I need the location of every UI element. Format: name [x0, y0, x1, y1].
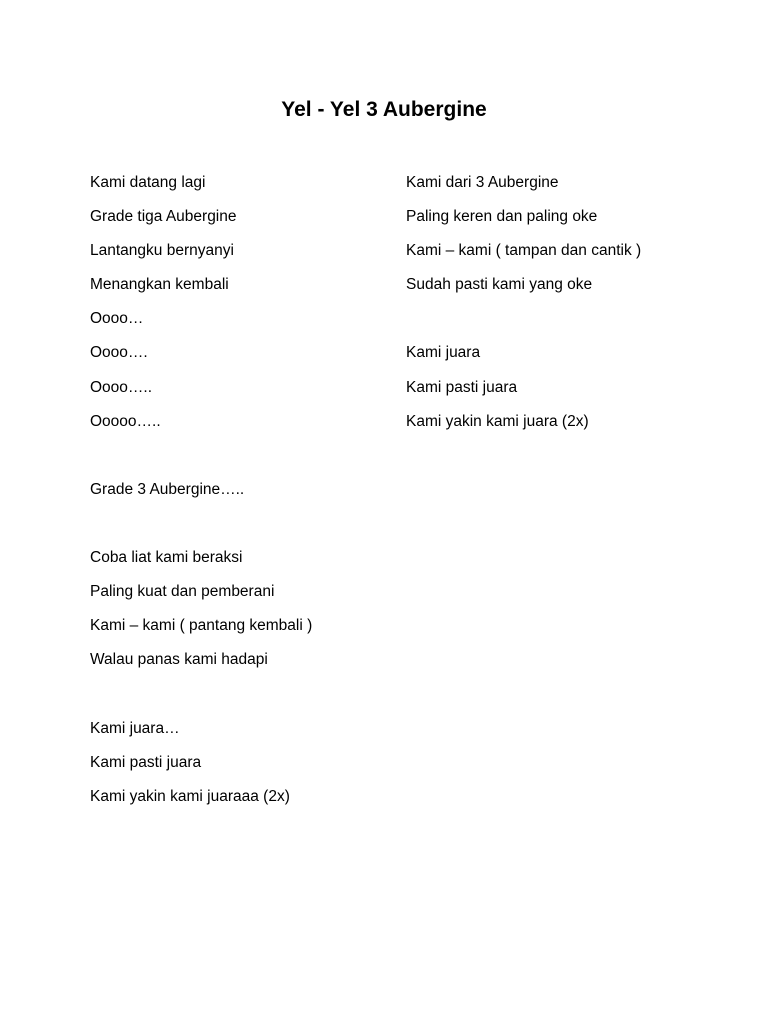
lyric-line: Coba liat kami beraksi [90, 549, 243, 567]
lyric-line: Grade tiga Aubergine [90, 208, 237, 226]
lyric-line: Paling keren dan paling oke [406, 208, 598, 226]
lyric-line: Paling kuat dan pemberani [90, 583, 275, 601]
lyric-line: Lantangku bernyanyi [90, 242, 234, 260]
lyric-line: Grade 3 Aubergine….. [90, 480, 245, 498]
lyric-line: Kami yakin kami juaraaa (2x) [90, 787, 290, 805]
lyric-line: Kami pasti juara [90, 753, 202, 771]
lyric-line: Kami dari 3 Aubergine [406, 174, 559, 191]
lyric-line: Kami juara… [90, 719, 180, 737]
lyric-line: Menangkan kembali [90, 276, 229, 294]
lyric-line: Sudah pasti kami yang oke [406, 276, 593, 294]
lyric-line: Ooooo….. [90, 412, 161, 430]
document-title: Yel - Yel 3 Aubergine [281, 98, 487, 121]
lyric-line: Kami – kami ( pantang kembali ) [90, 617, 313, 635]
blank-line [406, 304, 746, 338]
lyric-line: Kami – kami ( tampan dan cantik ) [406, 242, 642, 260]
blank-line [90, 509, 390, 543]
lyric-line: Oooo…. [90, 344, 148, 362]
lyric-line: Kami yakin kami juara (2x) [406, 412, 589, 430]
lyric-line: Walau panas kami hadapi [90, 651, 268, 669]
lyric-line: Oooo….. [90, 378, 153, 396]
lyric-line: Kami datang lagi [90, 174, 206, 191]
left-lyrics-column [90, 168, 390, 816]
lyric-line: Kami juara [406, 344, 481, 362]
lyric-line: Kami pasti juara [406, 378, 518, 396]
right-lyrics-column [406, 168, 746, 441]
blank-line [90, 679, 390, 713]
lyric-line: Oooo… [90, 310, 144, 328]
blank-line [90, 441, 390, 475]
